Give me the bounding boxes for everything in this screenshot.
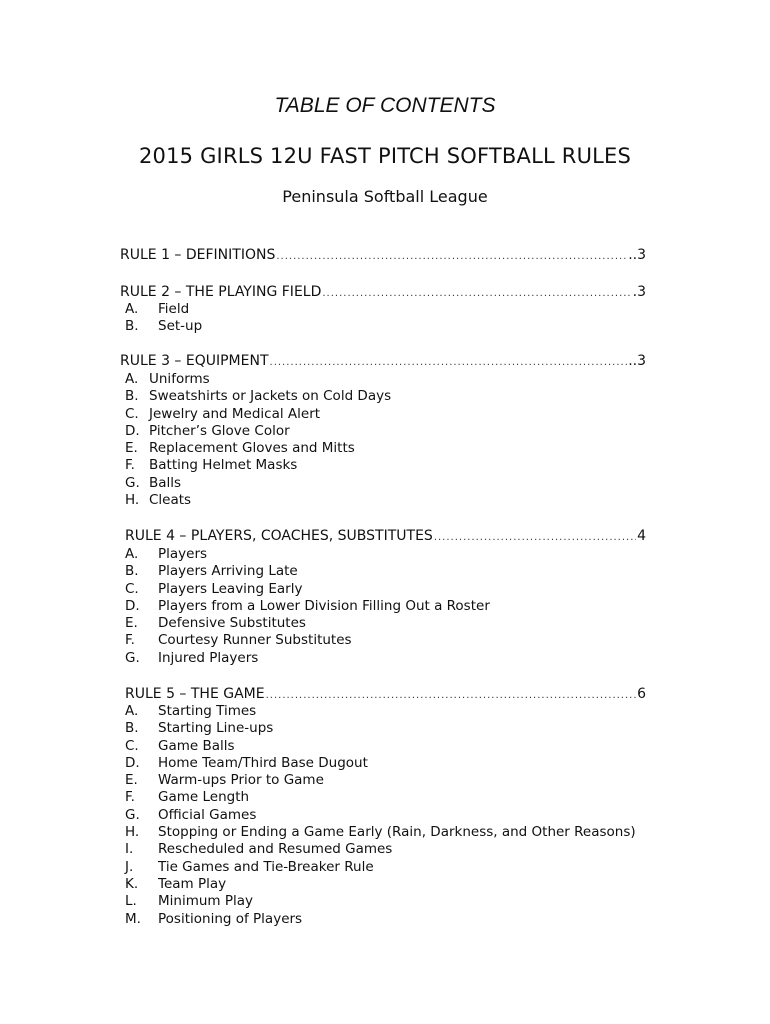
list-item: H. Cleats xyxy=(125,492,192,509)
list-item: D. Home Team/Third Base Dugout xyxy=(125,754,368,771)
toc-heading: TABLE OF CONTENTS xyxy=(274,94,496,117)
list-item: E. Defensive Substitutes xyxy=(125,615,306,632)
toc-entry-page: ..3 xyxy=(628,353,646,369)
list-item: F. Courtesy Runner Substitutes xyxy=(125,632,352,649)
toc-entry-rule-2[interactable] xyxy=(120,284,646,302)
toc-entry-page: ..3 xyxy=(628,247,646,263)
list-item: A. Starting Times xyxy=(125,703,257,719)
dot-leader xyxy=(434,532,636,543)
toc-entry-rule-4[interactable] xyxy=(125,528,646,546)
document-title: 2015 GIRLS 12U FAST PITCH SOFTBALL RULES xyxy=(138,144,632,168)
list-item: C. Jewelry and Medical Alert xyxy=(125,405,321,422)
list-item: F. Batting Helmet Masks xyxy=(125,457,298,474)
rule-5-subitems xyxy=(125,703,636,928)
list-item: C. Players Leaving Early xyxy=(125,580,303,597)
dot-leader xyxy=(270,357,628,368)
rule-3-subitems xyxy=(125,371,391,509)
list-item: B. Starting Line-ups xyxy=(125,720,274,737)
list-item: D. Players from a Lower Division Filling Out a Roster xyxy=(125,597,490,614)
list-item: I. Rescheduled and Resumed Games xyxy=(125,841,393,858)
list-item: G. Official Games xyxy=(125,806,257,823)
list-item: F. Game Length xyxy=(125,789,250,806)
toc-entry-rule-1[interactable] xyxy=(120,247,646,265)
dot-leader xyxy=(276,251,627,262)
rule-4-subitems xyxy=(125,546,490,667)
toc-entry-rule-5[interactable] xyxy=(125,686,646,704)
dot-leader xyxy=(266,690,636,701)
toc-entry-title: RULE 1 – DEFINITIONS xyxy=(120,247,276,263)
toc-entry-title: RULE 5 – THE GAME xyxy=(125,686,265,702)
toc-entry-title: RULE 2 – THE PLAYING FIELD xyxy=(120,284,322,300)
list-item: J. Tie Games and Tie-Breaker Rule xyxy=(125,858,374,875)
rule-2-subitems xyxy=(125,301,202,336)
toc-entry-title: RULE 4 – PLAYERS, COACHES, SUBSTITUTES xyxy=(125,528,433,544)
list-item: H. Stopping or Ending a Game Early (Rain, Darkness, and Other Reasons) xyxy=(125,824,636,841)
list-item: B. Set-up xyxy=(125,318,203,335)
list-item: E. Warm-ups Prior to Game xyxy=(125,772,324,789)
list-item: G. Balls xyxy=(125,474,182,491)
list-item: D. Pitcher’s Glove Color xyxy=(125,422,290,439)
toc-entry-rule-3[interactable] xyxy=(120,353,646,371)
list-item: E. Replacement Gloves and Mitts xyxy=(125,440,355,457)
list-item: B. Sweatshirts or Jackets on Cold Days xyxy=(125,388,392,405)
document-subtitle: Peninsula Softball League xyxy=(282,187,488,206)
toc-entry-title: RULE 3 – EQUIPMENT xyxy=(120,353,269,369)
list-item: A. Uniforms xyxy=(125,371,210,387)
list-item: M. Positioning of Players xyxy=(125,910,303,927)
toc-entry-page: 6 xyxy=(637,686,646,702)
toc-entry-page: 4 xyxy=(637,528,646,544)
list-item: A. Players xyxy=(125,546,208,562)
dot-leader xyxy=(322,288,631,299)
list-item: A. Field xyxy=(125,301,190,317)
toc-entry-page: .3 xyxy=(632,284,646,300)
list-item: K. Team Play xyxy=(125,875,227,892)
list-item: B. Players Arriving Late xyxy=(125,563,298,580)
list-item: G. Injured Players xyxy=(125,649,259,666)
list-item: L. Minimum Play xyxy=(125,893,254,910)
list-item: C. Game Balls xyxy=(125,737,235,754)
